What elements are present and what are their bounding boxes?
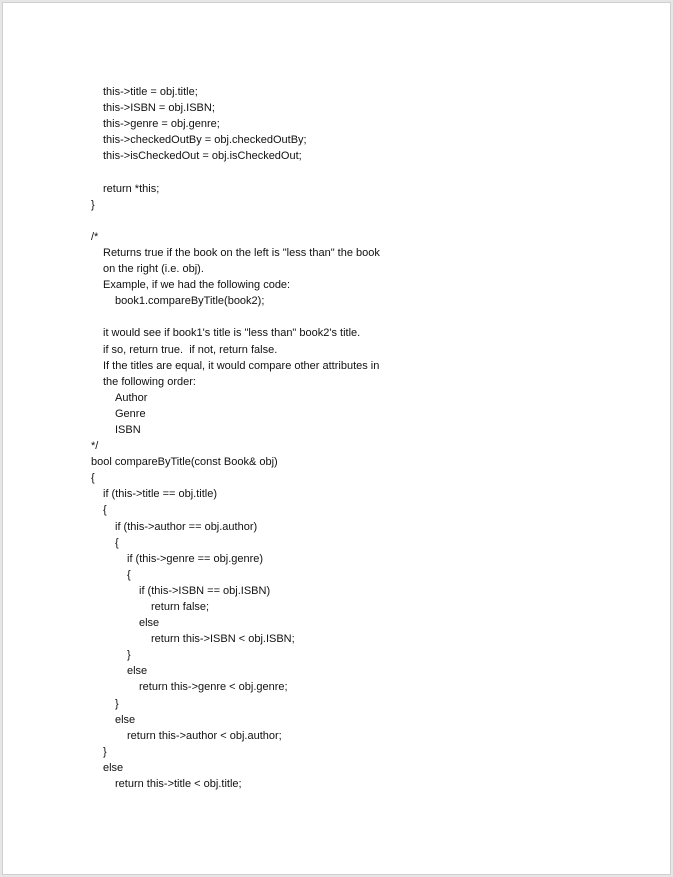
- text-line: if (this->genre == obj.genre): [127, 552, 264, 565]
- document-page: [3, 3, 670, 874]
- text-line: If the titles are equal, it would compare other attributes in: [103, 359, 380, 372]
- text-line: }: [115, 697, 119, 710]
- text-line: the following order:: [103, 375, 196, 388]
- text-line: }: [127, 649, 131, 662]
- text-line: return *this;: [103, 182, 160, 195]
- text-line: Genre: [115, 407, 146, 420]
- text-line: return this->author < obj.author;: [127, 729, 282, 742]
- text-line: if (this->author == obj.author): [115, 520, 258, 533]
- text-line: else: [127, 665, 148, 678]
- text-line: }: [91, 198, 95, 211]
- text-line: Author: [115, 391, 148, 404]
- text-line: book1.compareByTitle(book2);: [115, 295, 265, 308]
- text-line: {: [115, 536, 119, 549]
- text-line: this->ISBN = obj.ISBN;: [103, 102, 215, 115]
- text-line: this->title = obj.title;: [103, 86, 198, 98]
- text-line: {: [91, 472, 95, 485]
- text-line: ISBN: [115, 423, 141, 436]
- text-line: Example, if we had the following code:: [103, 279, 291, 292]
- text-line: else: [115, 713, 136, 726]
- text-line: this->checkedOutBy = obj.checkedOutBy;: [103, 134, 307, 147]
- text-line: bool compareByTitle(const Book& obj): [91, 456, 278, 469]
- text-line: Returns true if the book on the left is "less than" the book: [103, 246, 380, 259]
- text-line: return this->genre < obj.genre;: [139, 681, 288, 694]
- text-line: else: [139, 617, 160, 630]
- code-text-block: [91, 84, 380, 792]
- text-line: {: [103, 504, 107, 517]
- text-line: return this->ISBN < obj.ISBN;: [151, 633, 295, 646]
- text-line: }: [103, 745, 107, 758]
- text-line: this->isCheckedOut = obj.isCheckedOut;: [103, 150, 302, 163]
- text-line: return this->title < obj.title;: [115, 778, 242, 791]
- text-line: [91, 309, 380, 325]
- text-line: it would see if book1's title is "less than" book2's title.: [103, 327, 361, 340]
- text-line: if so, return true. if not, return false.: [103, 343, 278, 356]
- text-line: {: [127, 568, 131, 581]
- text-line: [91, 213, 380, 229]
- text-line: if (this->ISBN == obj.ISBN): [139, 584, 271, 597]
- text-line: /*: [91, 230, 99, 243]
- text-line: this->genre = obj.genre;: [103, 118, 220, 131]
- text-line: return false;: [151, 601, 210, 613]
- text-line: */: [91, 440, 99, 453]
- text-line: else: [103, 761, 124, 774]
- text-line: [91, 164, 380, 180]
- text-line: if (this->title == obj.title): [103, 488, 218, 501]
- text-line: on the right (i.e. obj).: [103, 263, 204, 276]
